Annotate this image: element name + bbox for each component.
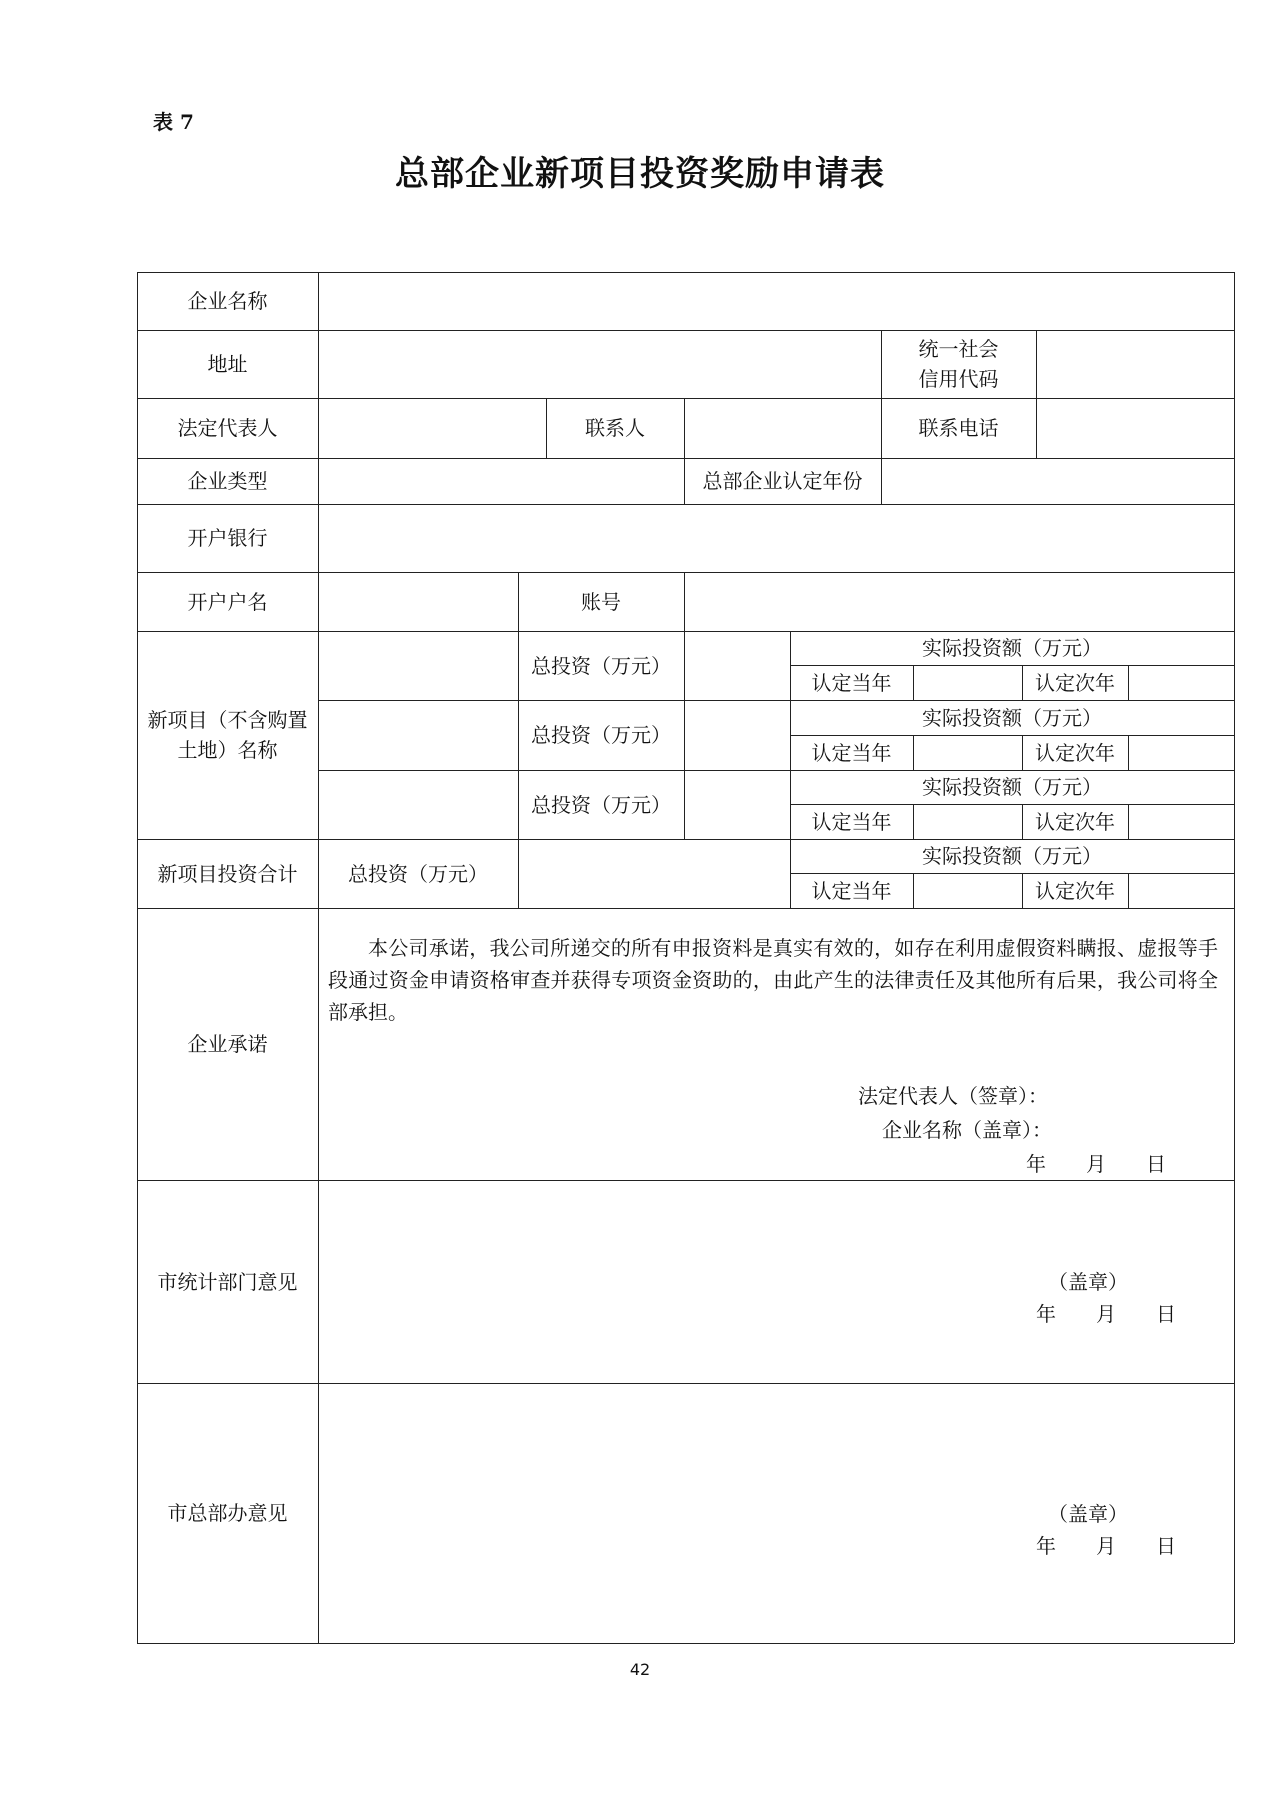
page-title: 总部企业新项目投资奖励申请表: [395, 154, 885, 194]
company-seal: 企业名称（盖章）：: [882, 1118, 1052, 1142]
label-year-current: 认定当年: [811, 878, 892, 903]
hq-year-field[interactable]: [881, 458, 1234, 504]
label-contact: 联系人: [585, 416, 645, 440]
label-address: 地址: [207, 352, 248, 376]
label-account-name: 开户户名: [187, 589, 268, 614]
label-stats-opinion: 市统计部门意见: [157, 1269, 298, 1294]
company-type-field[interactable]: [318, 458, 684, 504]
label-actual-invest: 实际投资额（万元）: [922, 636, 1102, 660]
label-sum-total-invest: 总投资（万元）: [348, 861, 488, 886]
label-year-current: 认定当年: [811, 740, 892, 765]
promise-text: 本公司承诺，我公司所递交的所有申报资料是真实有效的，如存在利用虚假资料瞒报、虚报等手段通过资金申请资格审查并获得专项资金资助的，由此产生的法律责任及其他所有后果，我公司将全部承担。: [328, 936, 1218, 1024]
year-current-field[interactable]: [913, 665, 1022, 700]
label-year-next: 认定次年: [1035, 740, 1115, 765]
credit-code-field[interactable]: [1036, 330, 1234, 398]
account-name-field[interactable]: [318, 572, 518, 631]
label-credit-code: 统一社会信用代码: [918, 337, 999, 391]
address-field[interactable]: [318, 330, 881, 398]
label-hq-year: 总部企业认定年份: [702, 469, 863, 493]
label-company-type: 企业类型: [187, 469, 268, 493]
label-project-name: 新项目（不含购置土地）名称: [147, 708, 308, 762]
contact-field[interactable]: [684, 398, 881, 458]
stats-date: 年 月 日: [1036, 1302, 1176, 1326]
project-name-field[interactable]: [318, 631, 518, 700]
label-promise: 企业承诺: [187, 1032, 268, 1056]
total-invest-field[interactable]: [684, 700, 790, 770]
label-year-next: 认定次年: [1035, 878, 1115, 903]
label-company-name: 企业名称: [187, 289, 268, 313]
company-name-field[interactable]: [318, 272, 1234, 330]
label-bank: 开户银行: [187, 526, 268, 550]
legal-rep-field[interactable]: [318, 398, 546, 458]
table-label: 表 7: [153, 110, 194, 134]
label-year-current: 认定当年: [811, 670, 892, 695]
label-total-invest: 总投资（万元）: [531, 723, 671, 747]
label-actual-invest: 实际投资额（万元）: [922, 705, 1102, 730]
phone-field[interactable]: [1036, 398, 1234, 458]
sum-year-next-field[interactable]: [1128, 873, 1234, 908]
bank-field[interactable]: [318, 504, 1234, 572]
year-current-field[interactable]: [913, 804, 1022, 839]
project-name-field[interactable]: [318, 700, 518, 770]
label-actual-invest: 实际投资额（万元）: [922, 844, 1102, 868]
sum-total-invest-field[interactable]: [518, 839, 790, 908]
total-invest-field[interactable]: [684, 631, 790, 700]
label-year-next: 认定次年: [1035, 809, 1115, 834]
label-year-next: 认定次年: [1035, 670, 1115, 695]
label-legal-rep: 法定代表人: [177, 416, 278, 440]
year-next-field[interactable]: [1128, 665, 1234, 700]
promise-date: 年 月 日: [1026, 1152, 1166, 1176]
label-project-sum: 新项目投资合计: [157, 861, 298, 886]
year-current-field[interactable]: [913, 735, 1022, 770]
label-total-invest: 总投资（万元）: [531, 792, 671, 817]
page-number: 42: [629, 1660, 651, 1679]
label-phone: 联系电话: [918, 416, 999, 440]
account-no-field[interactable]: [684, 572, 1234, 631]
sum-year-current-field[interactable]: [913, 873, 1022, 908]
legal-rep-signature: 法定代表人（签章）：: [858, 1084, 1048, 1108]
project-name-field[interactable]: [318, 770, 518, 839]
stats-seal: （盖章）: [1048, 1270, 1128, 1294]
label-year-current: 认定当年: [811, 809, 892, 834]
label-hq-opinion: 市总部办意见: [167, 1501, 288, 1525]
year-next-field[interactable]: [1128, 804, 1234, 839]
hq-seal: （盖章）: [1048, 1502, 1128, 1526]
label-account-no: 账号: [581, 589, 621, 614]
label-total-invest: 总投资（万元）: [531, 653, 671, 678]
year-next-field[interactable]: [1128, 735, 1234, 770]
label-actual-invest: 实际投资额（万元）: [922, 775, 1102, 799]
hq-date: 年 月 日: [1036, 1534, 1176, 1558]
total-invest-field[interactable]: [684, 770, 790, 839]
